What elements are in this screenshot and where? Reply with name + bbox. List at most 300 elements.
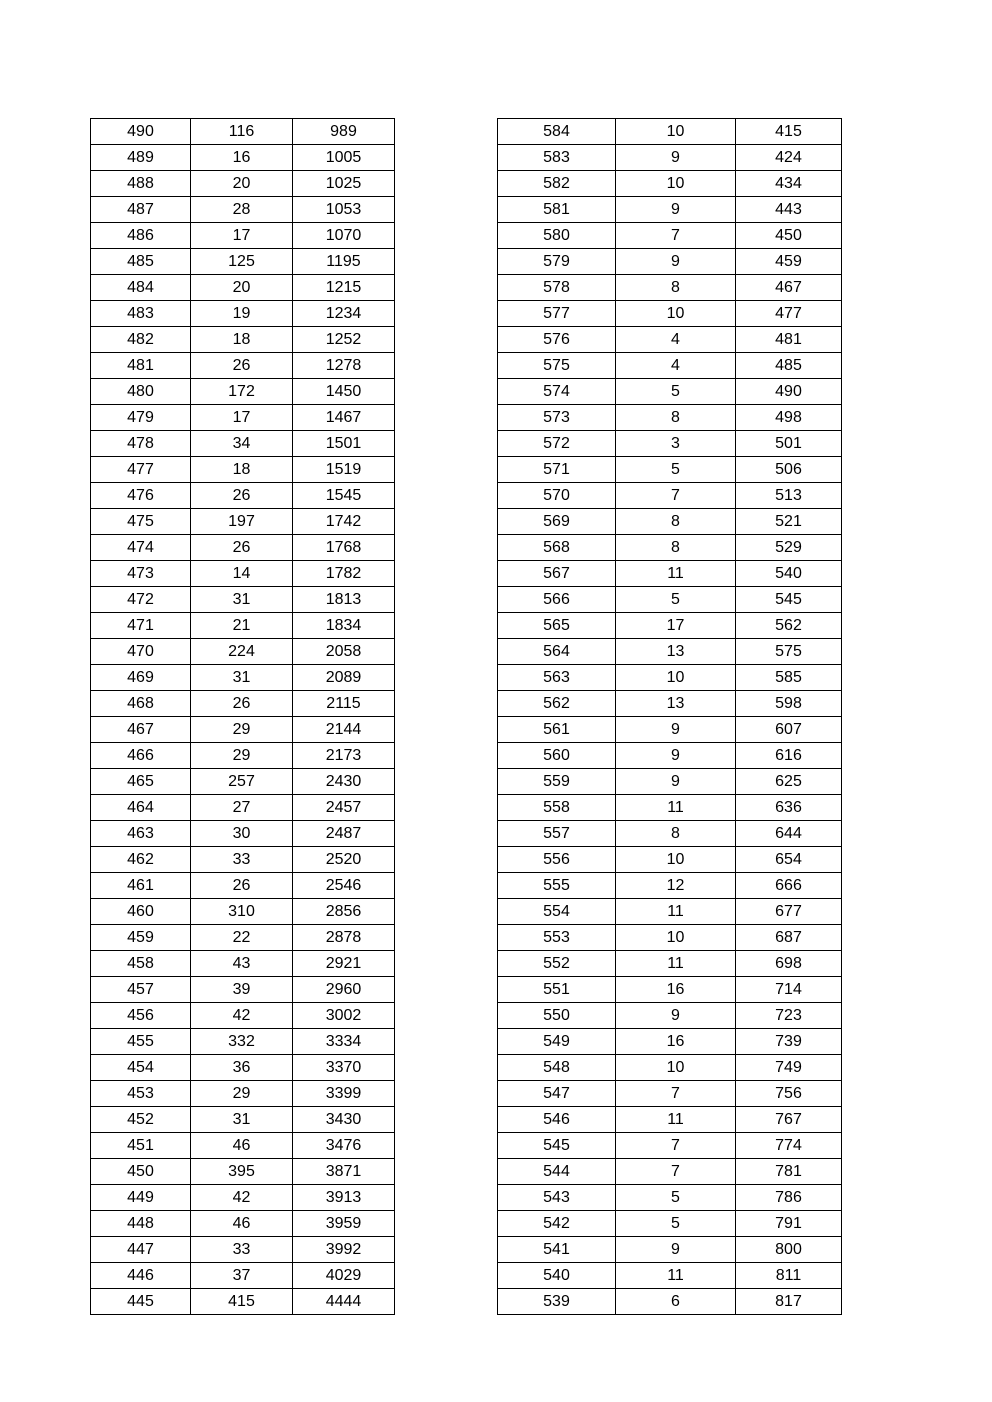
table-row xyxy=(91,405,395,431)
cell-score: 489 xyxy=(91,145,191,171)
cell-score: 584 xyxy=(498,119,616,145)
cell-cumulative: 521 xyxy=(736,509,842,535)
table-row xyxy=(498,717,842,743)
cell-count: 46 xyxy=(191,1211,293,1237)
cell-cumulative: 513 xyxy=(736,483,842,509)
cell-cumulative: 459 xyxy=(736,249,842,275)
cell-count: 9 xyxy=(616,197,736,223)
left-table-wrapper xyxy=(90,118,394,1315)
cell-cumulative: 1501 xyxy=(293,431,395,457)
cell-count: 395 xyxy=(191,1159,293,1185)
cell-cumulative: 677 xyxy=(736,899,842,925)
cell-count: 31 xyxy=(191,587,293,613)
table-row xyxy=(91,977,395,1003)
cell-cumulative: 3334 xyxy=(293,1029,395,1055)
cell-count: 16 xyxy=(616,1029,736,1055)
table-row xyxy=(91,249,395,275)
table-row xyxy=(91,795,395,821)
cell-count: 27 xyxy=(191,795,293,821)
cell-count: 7 xyxy=(616,1133,736,1159)
cell-count: 7 xyxy=(616,483,736,509)
cell-count: 310 xyxy=(191,899,293,925)
cell-count: 29 xyxy=(191,1081,293,1107)
cell-score: 486 xyxy=(91,223,191,249)
cell-count: 8 xyxy=(616,535,736,561)
cell-cumulative: 3476 xyxy=(293,1133,395,1159)
cell-cumulative: 1768 xyxy=(293,535,395,561)
cell-score: 446 xyxy=(91,1263,191,1289)
cell-count: 5 xyxy=(616,457,736,483)
cell-count: 17 xyxy=(616,613,736,639)
cell-score: 481 xyxy=(91,353,191,379)
cell-cumulative: 1025 xyxy=(293,171,395,197)
table-row xyxy=(498,119,842,145)
cell-cumulative: 1070 xyxy=(293,223,395,249)
cell-score: 552 xyxy=(498,951,616,977)
cell-score: 541 xyxy=(498,1237,616,1263)
cell-cumulative: 498 xyxy=(736,405,842,431)
cell-score: 570 xyxy=(498,483,616,509)
table-row xyxy=(498,821,842,847)
cell-cumulative: 501 xyxy=(736,431,842,457)
cell-score: 539 xyxy=(498,1289,616,1315)
cell-cumulative: 786 xyxy=(736,1185,842,1211)
cell-count: 8 xyxy=(616,275,736,301)
cell-score: 471 xyxy=(91,613,191,639)
cell-count: 30 xyxy=(191,821,293,847)
table-row xyxy=(498,483,842,509)
table-row xyxy=(91,1185,395,1211)
cell-count: 17 xyxy=(191,405,293,431)
cell-cumulative: 1834 xyxy=(293,613,395,639)
table-row xyxy=(91,1029,395,1055)
table-row xyxy=(498,1159,842,1185)
cell-cumulative: 3399 xyxy=(293,1081,395,1107)
cell-count: 10 xyxy=(616,925,736,951)
cell-count: 5 xyxy=(616,1185,736,1211)
cell-count: 11 xyxy=(616,1263,736,1289)
cell-score: 551 xyxy=(498,977,616,1003)
table-row xyxy=(498,873,842,899)
cell-score: 546 xyxy=(498,1107,616,1133)
cell-score: 469 xyxy=(91,665,191,691)
cell-cumulative: 1450 xyxy=(293,379,395,405)
cell-score: 555 xyxy=(498,873,616,899)
table-row xyxy=(498,353,842,379)
table-row xyxy=(498,899,842,925)
cell-cumulative: 2144 xyxy=(293,717,395,743)
cell-cumulative: 1742 xyxy=(293,509,395,535)
cell-cumulative: 1234 xyxy=(293,301,395,327)
cell-cumulative: 467 xyxy=(736,275,842,301)
cell-count: 9 xyxy=(616,1237,736,1263)
cell-count: 8 xyxy=(616,821,736,847)
table-row xyxy=(498,223,842,249)
table-row xyxy=(91,1211,395,1237)
cell-cumulative: 2856 xyxy=(293,899,395,925)
cell-count: 26 xyxy=(191,873,293,899)
cell-score: 557 xyxy=(498,821,616,847)
cell-score: 479 xyxy=(91,405,191,431)
table-row xyxy=(498,171,842,197)
cell-score: 482 xyxy=(91,327,191,353)
cell-count: 13 xyxy=(616,639,736,665)
cell-count: 29 xyxy=(191,717,293,743)
cell-cumulative: 529 xyxy=(736,535,842,561)
cell-count: 28 xyxy=(191,197,293,223)
table-row xyxy=(91,717,395,743)
cell-score: 450 xyxy=(91,1159,191,1185)
cell-count: 8 xyxy=(616,509,736,535)
cell-count: 9 xyxy=(616,717,736,743)
cell-count: 14 xyxy=(191,561,293,587)
cell-cumulative: 2115 xyxy=(293,691,395,717)
table-row xyxy=(498,1107,842,1133)
table-row xyxy=(498,1029,842,1055)
cell-count: 21 xyxy=(191,613,293,639)
cell-count: 224 xyxy=(191,639,293,665)
cell-score: 540 xyxy=(498,1263,616,1289)
table-row xyxy=(498,769,842,795)
cell-cumulative: 415 xyxy=(736,119,842,145)
cell-cumulative: 585 xyxy=(736,665,842,691)
cell-count: 116 xyxy=(191,119,293,145)
cell-score: 456 xyxy=(91,1003,191,1029)
cell-score: 463 xyxy=(91,821,191,847)
cell-cumulative: 540 xyxy=(736,561,842,587)
cell-score: 582 xyxy=(498,171,616,197)
table-row xyxy=(91,1107,395,1133)
cell-cumulative: 698 xyxy=(736,951,842,977)
cell-score: 464 xyxy=(91,795,191,821)
cell-score: 565 xyxy=(498,613,616,639)
cell-cumulative: 756 xyxy=(736,1081,842,1107)
table-row xyxy=(91,899,395,925)
cell-count: 9 xyxy=(616,769,736,795)
table-row xyxy=(91,821,395,847)
cell-score: 490 xyxy=(91,119,191,145)
cell-cumulative: 625 xyxy=(736,769,842,795)
cell-cumulative: 644 xyxy=(736,821,842,847)
cell-count: 9 xyxy=(616,249,736,275)
table-row xyxy=(91,951,395,977)
cell-cumulative: 477 xyxy=(736,301,842,327)
cell-count: 415 xyxy=(191,1289,293,1315)
table-row xyxy=(498,847,842,873)
cell-score: 571 xyxy=(498,457,616,483)
cell-count: 22 xyxy=(191,925,293,951)
cell-score: 447 xyxy=(91,1237,191,1263)
table-row xyxy=(498,1003,842,1029)
cell-score: 558 xyxy=(498,795,616,821)
table-row xyxy=(91,1289,395,1315)
cell-score: 484 xyxy=(91,275,191,301)
cell-count: 9 xyxy=(616,743,736,769)
cell-cumulative: 1813 xyxy=(293,587,395,613)
cell-cumulative: 3002 xyxy=(293,1003,395,1029)
table-row xyxy=(91,691,395,717)
cell-score: 485 xyxy=(91,249,191,275)
cell-cumulative: 2457 xyxy=(293,795,395,821)
cell-score: 475 xyxy=(91,509,191,535)
cell-count: 26 xyxy=(191,483,293,509)
cell-score: 476 xyxy=(91,483,191,509)
table-row xyxy=(498,951,842,977)
cell-cumulative: 2921 xyxy=(293,951,395,977)
cell-cumulative: 424 xyxy=(736,145,842,171)
cell-score: 564 xyxy=(498,639,616,665)
cell-count: 11 xyxy=(616,561,736,587)
table-row xyxy=(91,561,395,587)
right-table-wrapper xyxy=(497,118,841,1315)
cell-count: 5 xyxy=(616,587,736,613)
cell-cumulative: 450 xyxy=(736,223,842,249)
cell-score: 465 xyxy=(91,769,191,795)
cell-cumulative: 4444 xyxy=(293,1289,395,1315)
cell-cumulative: 2520 xyxy=(293,847,395,873)
cell-cumulative: 4029 xyxy=(293,1263,395,1289)
cell-count: 46 xyxy=(191,1133,293,1159)
cell-count: 6 xyxy=(616,1289,736,1315)
cell-score: 454 xyxy=(91,1055,191,1081)
table-row xyxy=(91,301,395,327)
cell-score: 548 xyxy=(498,1055,616,1081)
table-row xyxy=(498,431,842,457)
table-row xyxy=(498,665,842,691)
cell-score: 462 xyxy=(91,847,191,873)
cell-cumulative: 2089 xyxy=(293,665,395,691)
cell-score: 477 xyxy=(91,457,191,483)
cell-score: 474 xyxy=(91,535,191,561)
cell-count: 37 xyxy=(191,1263,293,1289)
cell-count: 10 xyxy=(616,301,736,327)
table-row xyxy=(91,587,395,613)
cell-score: 467 xyxy=(91,717,191,743)
table-row xyxy=(498,1211,842,1237)
cell-cumulative: 1782 xyxy=(293,561,395,587)
table-row xyxy=(498,145,842,171)
cell-score: 544 xyxy=(498,1159,616,1185)
cell-score: 488 xyxy=(91,171,191,197)
tables-container xyxy=(0,118,992,1315)
cell-score: 553 xyxy=(498,925,616,951)
table-row xyxy=(91,379,395,405)
table-row xyxy=(91,483,395,509)
cell-count: 10 xyxy=(616,119,736,145)
table-row xyxy=(498,1133,842,1159)
table-row xyxy=(91,1159,395,1185)
cell-cumulative: 2058 xyxy=(293,639,395,665)
table-row xyxy=(498,379,842,405)
cell-count: 20 xyxy=(191,171,293,197)
cell-count: 10 xyxy=(616,847,736,873)
cell-score: 574 xyxy=(498,379,616,405)
table-row xyxy=(498,977,842,1003)
table-row xyxy=(91,613,395,639)
cell-score: 567 xyxy=(498,561,616,587)
cell-cumulative: 2546 xyxy=(293,873,395,899)
cell-count: 10 xyxy=(616,1055,736,1081)
table-row xyxy=(498,405,842,431)
cell-cumulative: 545 xyxy=(736,587,842,613)
cell-cumulative: 1195 xyxy=(293,249,395,275)
cell-count: 17 xyxy=(191,223,293,249)
cell-count: 7 xyxy=(616,1081,736,1107)
cell-count: 19 xyxy=(191,301,293,327)
cell-score: 580 xyxy=(498,223,616,249)
cell-cumulative: 485 xyxy=(736,353,842,379)
table-row xyxy=(91,275,395,301)
cell-count: 11 xyxy=(616,899,736,925)
cell-cumulative: 2878 xyxy=(293,925,395,951)
cell-cumulative: 723 xyxy=(736,1003,842,1029)
table-row xyxy=(498,535,842,561)
table-row xyxy=(91,327,395,353)
cell-score: 483 xyxy=(91,301,191,327)
cell-cumulative: 481 xyxy=(736,327,842,353)
cell-score: 472 xyxy=(91,587,191,613)
cell-count: 10 xyxy=(616,171,736,197)
cell-score: 577 xyxy=(498,301,616,327)
table-row xyxy=(498,1289,842,1315)
cell-score: 579 xyxy=(498,249,616,275)
cell-count: 20 xyxy=(191,275,293,301)
cell-count: 39 xyxy=(191,977,293,1003)
cell-count: 33 xyxy=(191,847,293,873)
cell-score: 578 xyxy=(498,275,616,301)
cell-score: 452 xyxy=(91,1107,191,1133)
cell-count: 18 xyxy=(191,457,293,483)
cell-count: 9 xyxy=(616,145,736,171)
table-row xyxy=(498,509,842,535)
cell-cumulative: 687 xyxy=(736,925,842,951)
cell-cumulative: 2173 xyxy=(293,743,395,769)
cell-score: 487 xyxy=(91,197,191,223)
cell-count: 257 xyxy=(191,769,293,795)
table-row xyxy=(91,873,395,899)
cell-count: 33 xyxy=(191,1237,293,1263)
cell-count: 9 xyxy=(616,1003,736,1029)
cell-score: 445 xyxy=(91,1289,191,1315)
cell-cumulative: 1545 xyxy=(293,483,395,509)
cell-score: 576 xyxy=(498,327,616,353)
cell-count: 12 xyxy=(616,873,736,899)
cell-cumulative: 3992 xyxy=(293,1237,395,1263)
table-row xyxy=(91,197,395,223)
table-row xyxy=(91,145,395,171)
cell-cumulative: 767 xyxy=(736,1107,842,1133)
cell-cumulative: 3913 xyxy=(293,1185,395,1211)
cell-cumulative: 490 xyxy=(736,379,842,405)
cell-cumulative: 654 xyxy=(736,847,842,873)
table-row xyxy=(498,1237,842,1263)
table-row xyxy=(91,1237,395,1263)
cell-score: 559 xyxy=(498,769,616,795)
cell-cumulative: 443 xyxy=(736,197,842,223)
cell-cumulative: 3430 xyxy=(293,1107,395,1133)
cell-score: 550 xyxy=(498,1003,616,1029)
cell-score: 458 xyxy=(91,951,191,977)
cell-count: 11 xyxy=(616,795,736,821)
cell-count: 11 xyxy=(616,1107,736,1133)
cell-count: 5 xyxy=(616,1211,736,1237)
cell-cumulative: 714 xyxy=(736,977,842,1003)
cell-score: 478 xyxy=(91,431,191,457)
cell-score: 460 xyxy=(91,899,191,925)
cell-score: 575 xyxy=(498,353,616,379)
cell-cumulative: 598 xyxy=(736,691,842,717)
cell-cumulative: 781 xyxy=(736,1159,842,1185)
cell-cumulative: 739 xyxy=(736,1029,842,1055)
cell-cumulative: 817 xyxy=(736,1289,842,1315)
cell-score: 573 xyxy=(498,405,616,431)
cell-cumulative: 2960 xyxy=(293,977,395,1003)
cell-cumulative: 1519 xyxy=(293,457,395,483)
cell-count: 18 xyxy=(191,327,293,353)
table-row xyxy=(91,535,395,561)
table-row xyxy=(498,587,842,613)
cell-score: 569 xyxy=(498,509,616,535)
cell-score: 572 xyxy=(498,431,616,457)
table-row xyxy=(498,743,842,769)
table-row xyxy=(91,1055,395,1081)
table-row xyxy=(498,249,842,275)
cell-count: 332 xyxy=(191,1029,293,1055)
cell-score: 561 xyxy=(498,717,616,743)
cell-count: 31 xyxy=(191,665,293,691)
cell-cumulative: 1005 xyxy=(293,145,395,171)
table-row xyxy=(91,743,395,769)
cell-count: 34 xyxy=(191,431,293,457)
cell-cumulative: 434 xyxy=(736,171,842,197)
cell-count: 7 xyxy=(616,223,736,249)
cell-score: 459 xyxy=(91,925,191,951)
cell-cumulative: 3959 xyxy=(293,1211,395,1237)
cell-cumulative: 666 xyxy=(736,873,842,899)
cell-score: 549 xyxy=(498,1029,616,1055)
cell-cumulative: 1467 xyxy=(293,405,395,431)
cell-score: 449 xyxy=(91,1185,191,1211)
table-row xyxy=(498,639,842,665)
cell-cumulative: 774 xyxy=(736,1133,842,1159)
cell-cumulative: 636 xyxy=(736,795,842,821)
cell-score: 470 xyxy=(91,639,191,665)
table-row xyxy=(91,847,395,873)
cell-count: 26 xyxy=(191,353,293,379)
table-row xyxy=(91,925,395,951)
cell-cumulative: 1215 xyxy=(293,275,395,301)
cell-count: 7 xyxy=(616,1159,736,1185)
cell-count: 197 xyxy=(191,509,293,535)
cell-score: 545 xyxy=(498,1133,616,1159)
cell-score: 468 xyxy=(91,691,191,717)
table-row xyxy=(91,639,395,665)
cell-score: 473 xyxy=(91,561,191,587)
table-row xyxy=(91,1263,395,1289)
cell-score: 581 xyxy=(498,197,616,223)
table-row xyxy=(498,925,842,951)
table-row xyxy=(91,457,395,483)
cell-cumulative: 1053 xyxy=(293,197,395,223)
cell-count: 5 xyxy=(616,379,736,405)
cell-count: 8 xyxy=(616,405,736,431)
table-row xyxy=(91,1003,395,1029)
cell-score: 451 xyxy=(91,1133,191,1159)
table-row xyxy=(498,327,842,353)
cell-score: 466 xyxy=(91,743,191,769)
cell-cumulative: 616 xyxy=(736,743,842,769)
cell-score: 480 xyxy=(91,379,191,405)
